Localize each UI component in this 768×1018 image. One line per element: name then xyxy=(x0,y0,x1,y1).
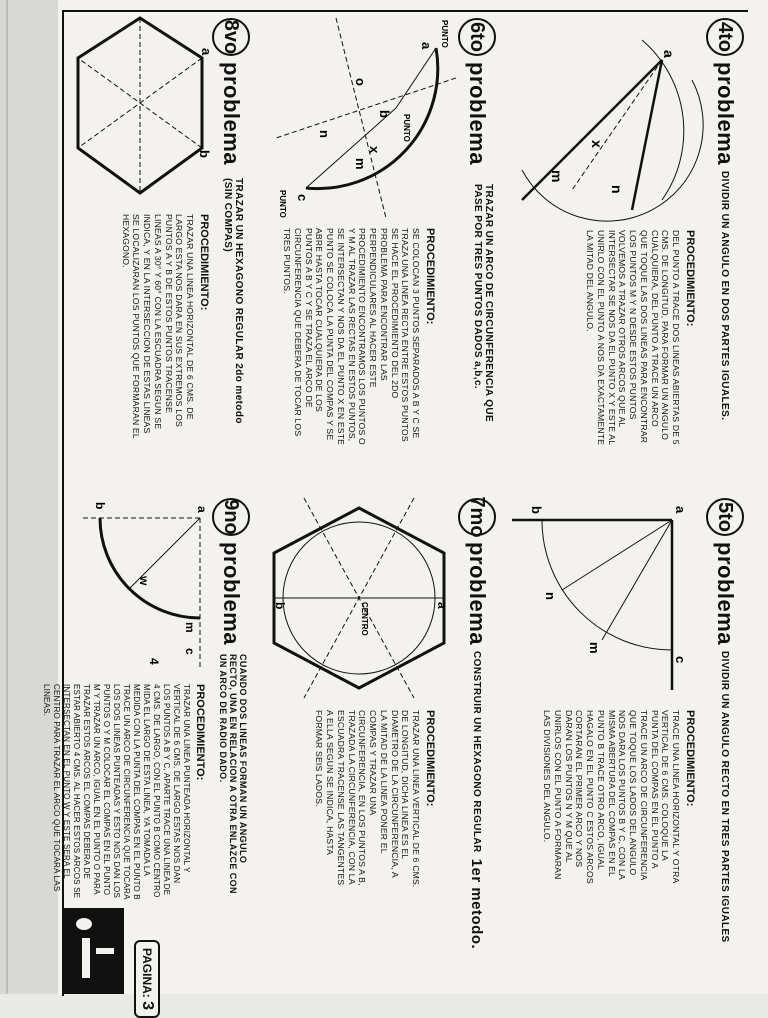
panel-problem-4 xyxy=(496,14,746,454)
point-label-n: n xyxy=(543,592,558,600)
point-label-a: a xyxy=(199,48,214,56)
problem-title: problema xyxy=(713,62,738,166)
point-label-b: b xyxy=(93,502,107,510)
procedure-heading: PROCEDIMIENTO: xyxy=(424,710,436,807)
point-label-n: n xyxy=(317,130,332,138)
figure-right-angle-arc xyxy=(70,498,210,678)
center-label: CENTRO xyxy=(360,602,369,636)
figure-right-angle-trisect xyxy=(506,500,702,700)
procedure-text: SE COLOCAN 3 PUNTOS SEPARADOS A B Y C SE TRAZA UNA LINEA RECTA ENTRE ESTOS PUNTOS SE HACE EL PROCEDIMIENTO DEL 2DO PROBLEMA PARA ENCONTRAR LAS PERPENDICULARES AL HACER ESTE PROCEDIMIENTO ENCONTRAMOS LOS PUNTOS O Y M AL TRAZAR LAS RECTAS EN ESTOS PUNTOS, SE INTERSECTAN Y NOS DA EL PUNTO X EN ESTE PUNTO SE COLOCA LA PUNTA DEL COMPAS Y SE ABRE HASTA TOCAR CUALQUIERA DE LOS PUNTOS A B Y C Y SE TRAZA EL ARCO DE CIRCUNFERENCIA QUE DEBERA DE TOCAR LOS TRES PUNTOS. xyxy=(282,228,421,446)
problem-title: problema xyxy=(713,542,738,646)
procedure-block xyxy=(120,214,216,446)
procedure-text: TRAZAR UNA LINEA HORIZONTAL DE 6 CMS. DE LARGO ESTA NOS DARA EN SUS EXTREMOS LOS PUNTOS A Y B DE ESTOS PUNTOS TRACENSE LINEAS A 30° Y 60° CON LA ESCUADRA SEGUN SE INDICA, Y EN LA INTERSECCION DE ESTAS LINEAS SE LOCALIZARAN LOS PUNTOS QUE FORMARAN EL HEXAGONO. xyxy=(120,214,195,439)
point-label-m: m xyxy=(587,642,602,654)
point-label-m: m xyxy=(183,622,197,633)
decorative-figure-stamp xyxy=(62,908,124,994)
point-label-m: m xyxy=(549,170,565,183)
panel-problem-8 xyxy=(66,14,252,454)
point-label-a: a xyxy=(419,42,434,50)
point-label-c: c xyxy=(295,194,310,202)
problem-title: problema xyxy=(219,62,244,166)
radius-label: 4 xyxy=(147,658,161,665)
point-caption: PUNTO xyxy=(440,20,449,48)
procedure-block xyxy=(584,230,702,448)
panel-problem-6 xyxy=(258,14,498,454)
procedure-text: TRAZAR UNA LINEA PUNTEADA HORIZONTAL Y VERTICAL DE 6 CMS. DE LARGO ESTAS NOS DAN LOS PUNTOS A B Y C, APARTE TRACE UNA LINEA DE 4 CMS. DE LARGO, CON EL PUNTO B COMO CENTRO MIDA EL LARGO DE ESTA LINEA, YA TOMADA LA MEDIDA CON LA PUNTA DEL COMPAS EN EL PUNTO B TRACE UN ARCO DE CIRCUNFERENCIA QUE TOCARA LOS DOS LINEAS PUNTEADAS Y ESTO NOS DAN LOS PUNTOS O Y M COLOCAR EL COMPAS EN EL PUNTO M Y TRAZAR UN ARCO, IGUAL EN EL PUNTO O PARA TRAZAR ESTOS ARCOS EL COMPAS DEBERA DE ESTAR ABIERTO 4 CMS. AL HACER ESTOS ARCOS SE INTERSECTAN EN EL PUNTO W Y ESTE SERA EL CENTRO PARA TRAZAR EL ARCO QUE TOCARA LAS LINEAS. xyxy=(42,684,191,900)
procedure-heading: PROCEDIMIENTO: xyxy=(424,228,436,325)
figure-hexagon-method-1 xyxy=(264,498,454,698)
point-label-x: x xyxy=(367,146,382,154)
point-label-a: a xyxy=(195,506,209,513)
procedure-heading: PROCEDIMIENTO: xyxy=(684,710,696,807)
page-number-tag xyxy=(134,940,160,1018)
figure-hexagon-method-2 xyxy=(68,18,212,208)
point-label-b: b xyxy=(377,110,392,118)
procedure-heading: PROCEDIMIENTO: xyxy=(684,230,696,327)
problem-title: problema xyxy=(465,62,490,166)
panel-problem-5 xyxy=(496,494,746,943)
point-label-x: x xyxy=(589,140,605,148)
point-caption: PUNTO xyxy=(402,114,411,142)
point-label-w: w xyxy=(137,576,151,586)
procedure-text: TRACE UNA LINEA HORIZONTAL Y OTRA VERTICAL DE 6 CMS. COLOQUE LA PUNTA DEL COMPAS EN EL PUNTO A TRACE UN ARCO DE CIRCUNFERENCIA QUE TOQUE LOS LADOS DEL ANGULO NOS DARA LOS PUNTOS B Y C, CON LA MISMA ABERTURA DEL COMPAS EN EL PUNTO B TRACE OTRO ARCO, IGUAL HAGALO EN EL PUNTO C ESTOS ARCOS CORTARAN EL PRIMER ARCO Y NOS DARAN LOS PUNTOS N Y M QUE AL UNIRLOS CON EL PUNTO A FORMARAN LAS DIVISIONES DEL ANGULO. xyxy=(542,710,681,884)
page-number: 3 xyxy=(139,1001,156,1011)
point-label-c: c xyxy=(673,656,688,664)
method-label: 1er metodo. xyxy=(468,858,486,950)
point-caption: PUNTO xyxy=(278,190,287,218)
panel-problem-7 xyxy=(258,494,498,950)
point-label-b: b xyxy=(529,506,544,514)
point-label-n: n xyxy=(609,185,625,194)
point-label-a: a xyxy=(435,602,449,609)
problem-number-badge: 6to xyxy=(458,18,496,56)
point-label-m: m xyxy=(353,158,368,170)
page-label: PAGINA: xyxy=(140,948,154,998)
point-label-o: o xyxy=(353,78,368,86)
point-label-b: b xyxy=(273,602,287,610)
procedure-text: DEL PUNTO A TRACE DOS LINEAS ABIERTAS DE 5 CMS. DE LONGITUD, PARA FORMAR UN ANGULO CUALQUIERA, DEL PUNTO A TRACE UN ARCO QUE TOQUE LAS DOS LINEAS PARA ENCONTRAR LOS PUNTOS M Y N DESDE ESTOS PUNTOS VOLVEMOS A TRAZAR OTROS ARCOS QUE AL INTERSECTAR SE NOS DA EL PUNTO X Y ESTE AL UNIRLO CON EL PUNTO A NOS DA EXACTAMENTE LA MITAD DEL ANGULO. xyxy=(585,230,681,446)
point-label-b: b xyxy=(197,150,212,158)
panel-problem-9 xyxy=(42,494,252,904)
problem-subtitle: TRAZAR UN ARCO DE CIRCUNFERENCIA QUE PASE POR TRES PUNTOS DADOS a,b,c. xyxy=(472,184,494,423)
procedure-block xyxy=(281,228,442,448)
figure-arc-three-points xyxy=(266,18,456,218)
procedure-heading: PROCEDIMIENTO: xyxy=(194,684,206,781)
problem-number-badge: 7mo xyxy=(458,498,496,536)
problem-subtitle: CONSTRUIR UN HEXAGONO REGULAR xyxy=(471,651,483,853)
procedure-block xyxy=(41,684,212,900)
problem-number-badge: 5to xyxy=(706,498,744,536)
problem-subtitle: DIVIDIR UN ANGULO RECTO EN TRES PARTES IGUALES xyxy=(719,651,731,943)
point-label-a: a xyxy=(673,506,688,514)
problem-number-badge: 8vo xyxy=(212,18,250,56)
problem-number-badge: 4to xyxy=(706,18,744,56)
procedure-block xyxy=(314,710,442,890)
problem-subtitle: TRAZAR UN HEXAGONO REGULAR 2do metodo (SIN COMPAS) xyxy=(222,178,244,424)
problem-number-badge: 9no xyxy=(212,498,250,536)
problem-subtitle: CUANDO DOS LINEAS FORMAN UN ANGULO RECTO, UNA EN RELACION A OTRA ENLAZCE CON UN ARCO DE RADIO DADO. xyxy=(218,654,248,894)
problem-subtitle: DIVIDIR UN ANGULO EN DOS PARTES IGUALES. xyxy=(719,171,731,421)
point-label-c: c xyxy=(183,648,197,655)
procedure-block xyxy=(541,710,702,890)
procedure-heading: PROCEDIMIENTO: xyxy=(198,214,210,311)
problem-title: problema xyxy=(219,542,244,646)
point-label-a: a xyxy=(661,50,677,58)
procedure-text: TRAZAR UNA LINEA VERTICAL DE 6 CMS. DE LONGITUD, DICHA LINEA ES EL DIAMETRO DE LA CIRCUNFERENCIA, A LA MITAD DE LA LINEA PONER EL COMPAS Y TRAZAR UNA CIRCUNFERENCIA, EN LOS PUNTOS A B, TRAZADA LA CIRCUNFERENCIA, CON LA ESCUADRA TRACENSE LAS TANGENTES A ELLA SEGUN SE INDICA, HASTA FORMAR SEIS LADOS. xyxy=(314,710,421,888)
problem-title: problema xyxy=(465,542,490,646)
figure-angle-bisector xyxy=(502,20,702,220)
